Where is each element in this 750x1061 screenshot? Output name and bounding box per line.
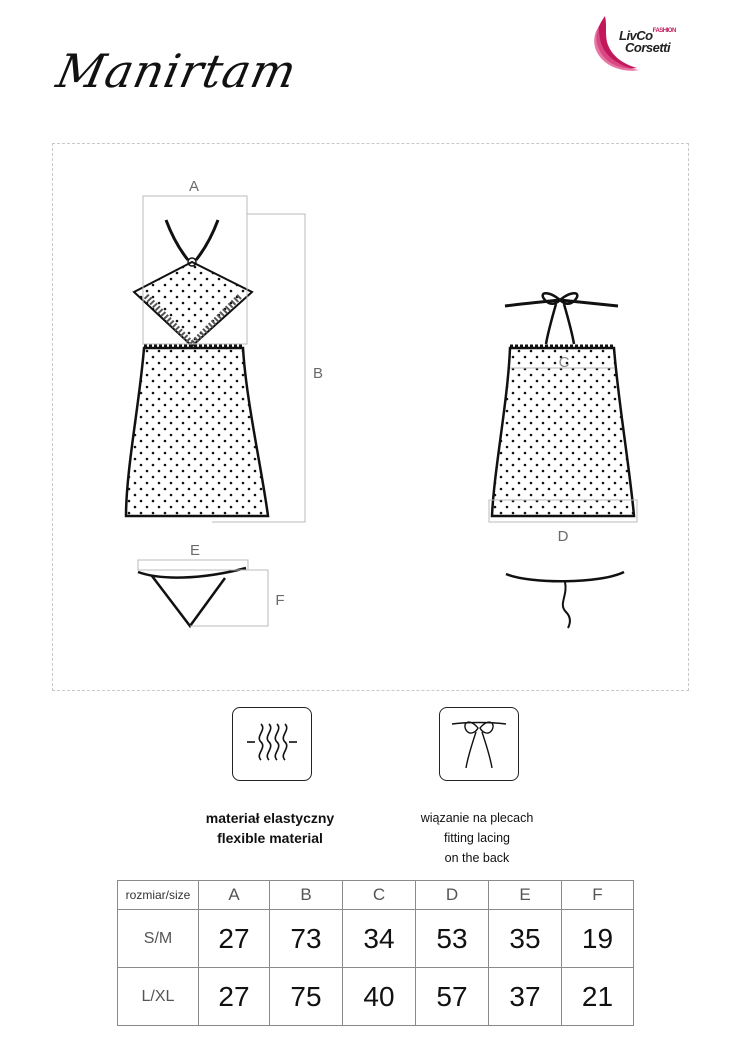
feature-back-lacing — [377, 808, 577, 868]
dim-label-e: E — [189, 542, 201, 559]
value-cell: 57 — [416, 968, 489, 1026]
value-cell: 27 — [199, 968, 270, 1026]
header-cell-c: C — [343, 881, 416, 910]
back-view-chemise — [492, 293, 634, 516]
size-table-header — [118, 881, 634, 910]
stretch-waves-icon — [233, 708, 311, 780]
size-cell: L/XL — [118, 968, 199, 1026]
logo-text-livco: LivCo$^{FASHION}$ — [619, 28, 676, 43]
product-title: Manirtam — [52, 44, 302, 98]
back-view-thong — [506, 572, 624, 628]
logo-text-corsetti: Corsetti — [625, 40, 671, 55]
table-row — [118, 910, 634, 968]
feature-text-pl: wiązanie na plecach — [420, 811, 534, 825]
value-cell: 40 — [343, 968, 416, 1026]
dim-label-c: C — [558, 354, 570, 371]
header-cell-b: B — [270, 881, 343, 910]
value-cell: 35 — [489, 910, 562, 968]
value-cell: 75 — [270, 968, 343, 1026]
dim-label-d: D — [557, 528, 569, 545]
bow-tie-icon — [440, 708, 518, 780]
feature-flexible-material — [170, 808, 370, 848]
value-cell: 34 — [343, 910, 416, 968]
header-cell-a: A — [199, 881, 270, 910]
header-cell-size: rozmiar/size — [118, 881, 199, 910]
feature-text-pl: materiał elastyczny — [205, 810, 335, 826]
value-cell: 19 — [562, 910, 634, 968]
header-cell-e: E — [489, 881, 562, 910]
value-cell: 21 — [562, 968, 634, 1026]
front-view-thong — [138, 568, 246, 626]
header-cell-d: D — [416, 881, 489, 910]
size-cell: S/M — [118, 910, 199, 968]
dim-label-b: B — [312, 365, 324, 382]
value-cell: 53 — [416, 910, 489, 968]
feature-text-en: flexible material — [217, 830, 323, 846]
value-cell: 27 — [199, 910, 270, 968]
value-cell: 37 — [489, 968, 562, 1026]
value-cell: 73 — [270, 910, 343, 968]
header-cell-f: F — [562, 881, 634, 910]
dim-label-a: A — [188, 178, 200, 195]
feature-text-en-2: on the back — [444, 851, 510, 865]
flexible-material-icon — [232, 707, 312, 781]
size-table — [117, 880, 634, 1026]
dim-label-f: F — [275, 592, 285, 609]
feature-text-en: fitting lacing — [443, 831, 510, 845]
back-lacing-icon — [439, 707, 519, 781]
logo-text-fashion: FASHION — [652, 28, 676, 34]
table-row — [118, 968, 634, 1026]
